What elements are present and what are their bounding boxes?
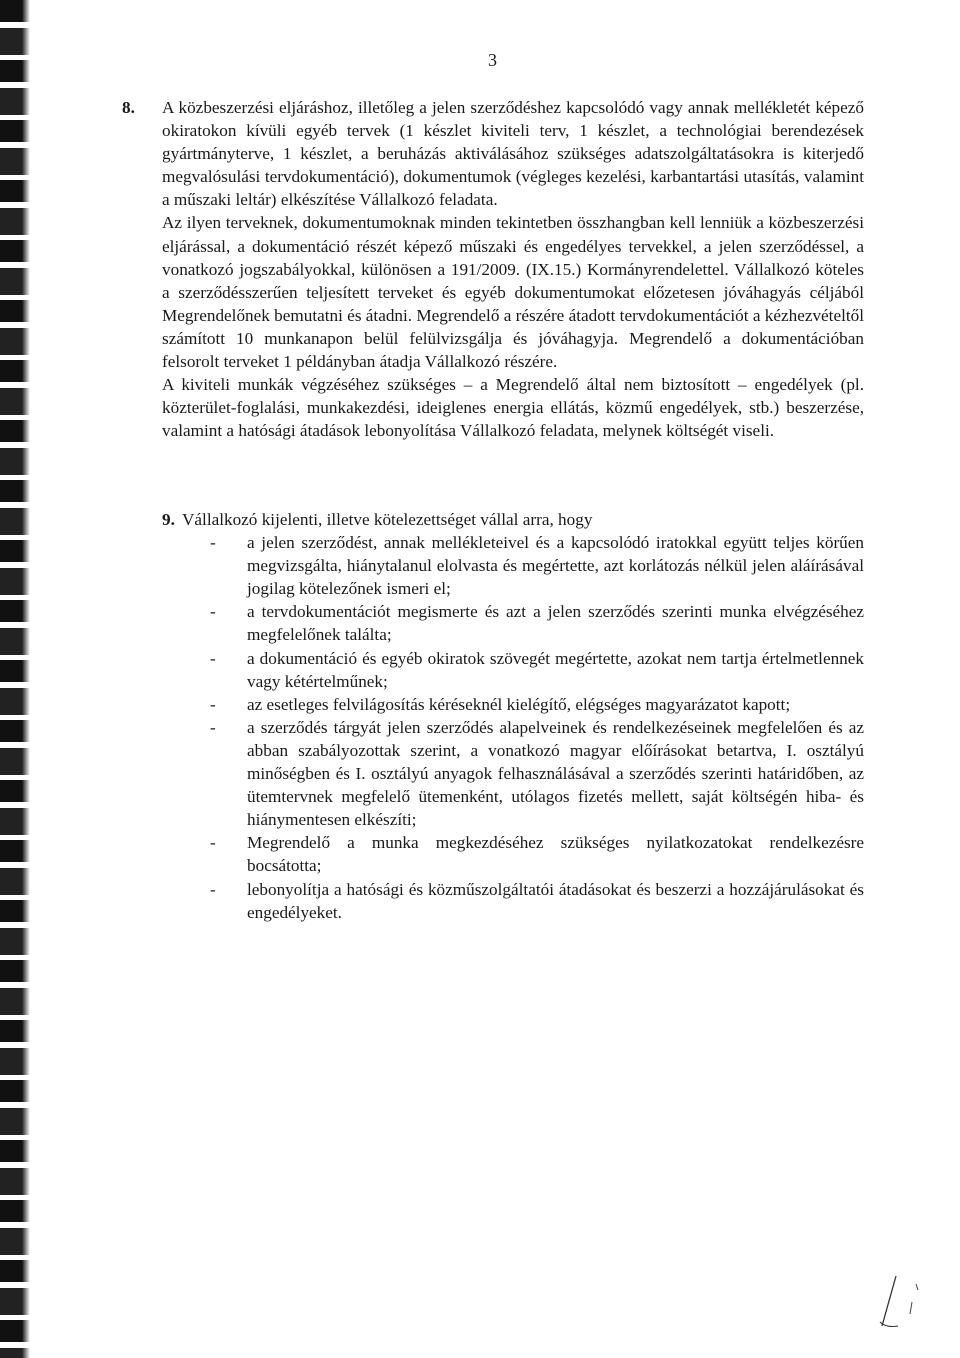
list-item xyxy=(162,531,864,600)
list-item xyxy=(162,831,864,877)
bullet-dash: - xyxy=(210,694,216,714)
list-item xyxy=(162,647,864,693)
section-8-number: 8. xyxy=(122,98,135,117)
list-item-text: Megrendelő a munka megkezdéséhez szükséges nyilatkozatokat rendelkezésre bocsátotta; xyxy=(247,833,864,876)
list-item xyxy=(162,716,864,831)
bullet-dash: - xyxy=(210,602,216,622)
bullet-dash: - xyxy=(210,879,216,899)
scan-edge-marks xyxy=(0,0,30,1358)
list-item xyxy=(162,878,864,924)
bullet-dash: - xyxy=(210,533,216,553)
section-8-paragraph-1 xyxy=(122,96,864,211)
section-8-text-1: A közbeszerzési eljáráshoz, illetőleg a jelen szerződéshez kapcsolódó vagy annak mellékletét képező okiratokon kívüli egyéb tervek (1 készlet kiviteli terv, 1 készlet, a technológiai berendezések gyártmányterve, 1 készlet, a beruházás aktiválásához szükséges adatszolgáltatásokra is kiterjedő megvalósulási tervdokumentáció), dokumentumok (végleges kezelési, karbantartási utasítás, valamint a műszaki leltár) elkészítése Vállalkozó feladata. xyxy=(162,98,864,210)
section-9 xyxy=(162,508,864,924)
list-item-text: lebonyolítja a hatósági és közműszolgáltatói átadásokat és beszerzi a hozzájárulásokat és engedélyeket. xyxy=(247,879,864,922)
section-8 xyxy=(122,96,865,442)
list-item-text: a szerződés tárgyát jelen szerződés alapelveinek és rendelkezéseinek megfelelően és az abban szabályozottak szerint, a vonatkozó magyar előírásokat betartva, I. osztályú minőségben és I. osztályú anyagok felhasználásával a szerződés szerinti határidőben, az ütemtervnek megfelelő ütemenként, utólagos fizetés mellett, saját költségén hiba- és hiánymentesen elkészíti; xyxy=(247,717,864,830)
section-9-number: 9. xyxy=(162,510,175,529)
bullet-dash: - xyxy=(210,648,216,668)
section-9-intro xyxy=(162,508,864,531)
list-item-text: a jelen szerződést, annak mellékleteivel és a kapcsolódó iratokkal együtt teljes körűen megvizsgálta, hiánytalanul elolvasta és megértette, azt korlátozás nélkül jelen aláírásával jogilag kötelezőnek ismeri el; xyxy=(247,533,864,599)
section-8-paragraph-2: Az ilyen terveknek, dokumentumoknak minden tekintetben összhangban kell lenniük a közbeszerzési eljárással, a dokumentáció részét képező műszaki és engedélyes tervekkel, a jelen szerződéssel, a vonatkozó jogszabályokkal, különösen a 191/2009. (IX.15.) Kormányrendelettel. Vállalkozó köteles a szerződésszerűen teljesített terveket és egyéb dokumentumokat előzetesen jóváhagyás céljából Megrendelőnek bemutatni és átadni. Megrendelő a részére átadott tervdokumentációt a kézhezvételtől számított 10 munkanapon belül felülvizsgálja és jóváhagyja. Megrendelő a dokumentációban felsorolt terveket 1 példányban átadja Vállalkozó részére. xyxy=(162,213,865,372)
list-item-text: a dokumentáció és egyéb okiratok szövegét megértette, azokat nem tartja értelmetlennek vagy kétértelműnek; xyxy=(247,648,864,691)
signature-initials xyxy=(868,1268,938,1338)
list-item-text: a tervdokumentációt megismerte és azt a jelen szerződés szerinti munka elvégzéséhez megfelelőnek találta; xyxy=(247,602,864,645)
page-number: 3 xyxy=(488,50,497,70)
section-9-intro-text: Vállalkozó kijelenti, illetve kötelezettséget vállal arra, hogy xyxy=(182,510,593,529)
list-item xyxy=(162,600,864,646)
list-item xyxy=(162,693,864,716)
section-8-paragraph-3: A kiviteli munkák végzéséhez szükséges – a Megrendelő által nem biztosított – engedélyek (pl. közterület-foglalási, munkakezdési, ideiglenes energia ellátás, közmű engedélyek, stb.) beszerzése, valamint a hatósági átadások lebonyolítása Vállalkozó feladata, melynek költségét viseli. xyxy=(162,375,864,441)
bullet-dash: - xyxy=(210,717,216,737)
section-9-list xyxy=(162,531,864,924)
list-item-text: az esetleges felvilágosítás kéréseknél kielégítő, elégséges magyarázatot kapott; xyxy=(247,694,791,714)
bullet-dash: - xyxy=(210,833,216,853)
